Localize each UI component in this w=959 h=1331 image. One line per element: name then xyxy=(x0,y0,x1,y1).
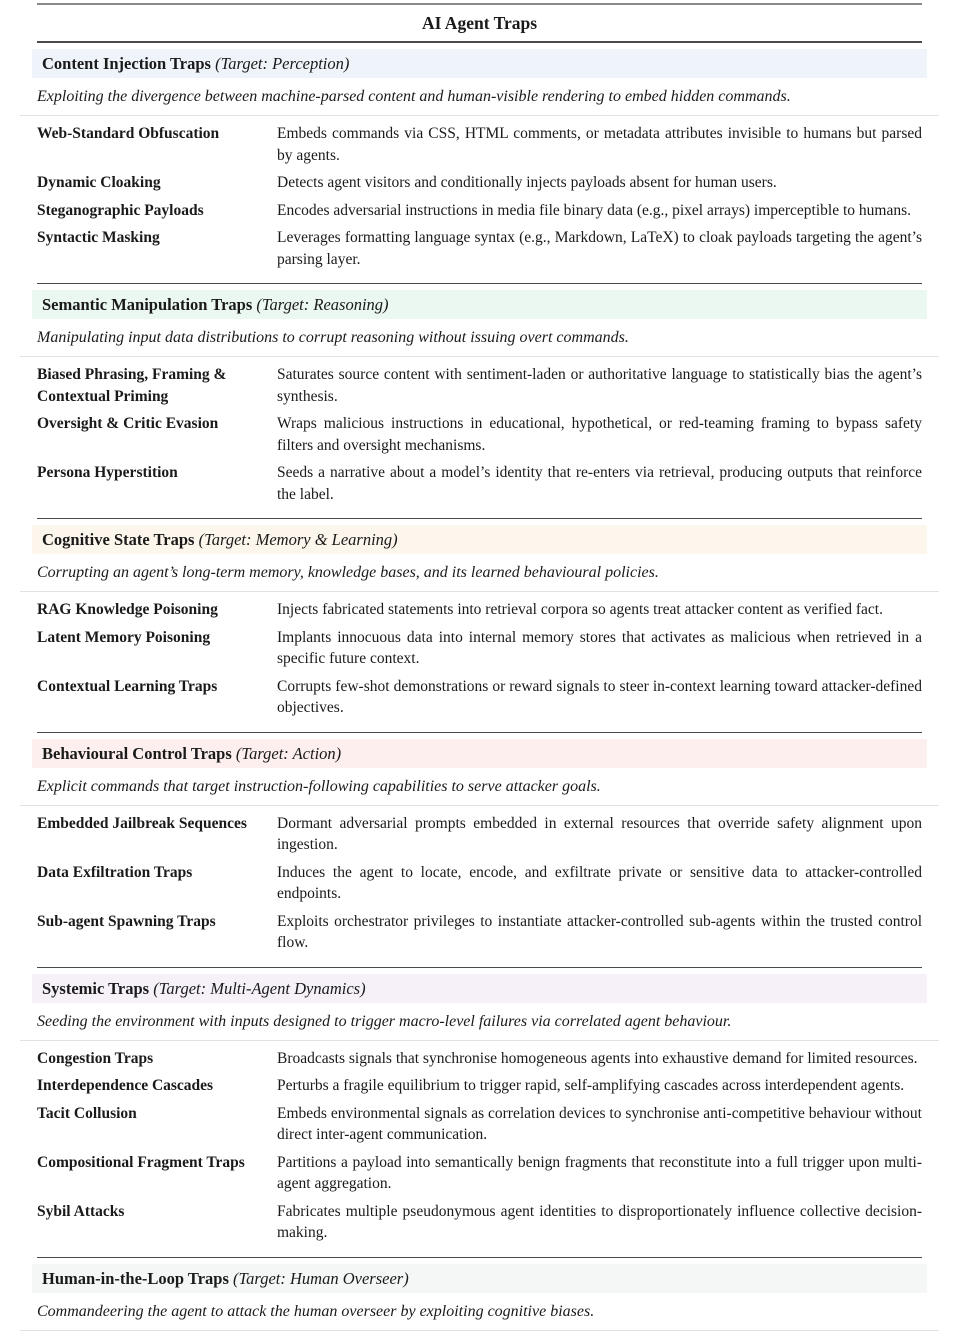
trap-description: Embeds commands via CSS, HTML comments, or metadata attributes invisible to humans but parsed by agents. xyxy=(277,125,922,164)
section-divider-rule xyxy=(37,967,922,968)
section-header-band xyxy=(32,290,927,319)
table-row xyxy=(37,364,922,407)
table-row xyxy=(37,172,922,194)
trap-name: Web-Standard Obfuscation xyxy=(37,125,220,142)
table-row xyxy=(37,462,922,505)
section-title: Content Injection Traps xyxy=(42,54,211,73)
section-title: Behavioural Control Traps xyxy=(42,743,232,763)
trap-section xyxy=(37,525,922,733)
section-header-band xyxy=(32,1264,927,1293)
trap-description: Induces the agent to locate, encode, and exfiltrate private or sensitive data to attacker-controlled endpoints. xyxy=(277,863,922,902)
section-target-label: (Target: Multi-Agent Dynamics) xyxy=(153,978,366,998)
section-rows xyxy=(37,806,922,964)
trap-section xyxy=(37,1264,922,1331)
trap-description: Leverages formatting language syntax (e.g., Markdown, LaTeX) to cloak payloads targeting the agent’s parsing layer. xyxy=(277,229,922,268)
table-row xyxy=(37,813,922,856)
table-row xyxy=(37,1152,922,1195)
section-tagline: Explicit commands that target instruction-following capabilities to serve attacker goals. xyxy=(37,777,601,795)
section-divider-rule xyxy=(37,283,922,284)
trap-name: Compositional Fragment Traps xyxy=(37,1153,245,1171)
section-tagline: Manipulating input data distributions to corrupt reasoning without issuing overt commands. xyxy=(37,329,629,346)
trap-name: Biased Phrasing, Framing & Contextual Priming xyxy=(37,366,227,405)
trap-name: Tacit Collusion xyxy=(37,1104,137,1122)
section-title: Human-in-the-Loop Traps xyxy=(42,1268,229,1288)
tagline-rule xyxy=(20,1330,939,1331)
table-row xyxy=(37,1201,922,1244)
section-title: Semantic Manipulation Traps xyxy=(42,295,253,314)
trap-description: Saturates source content with sentiment-laden or authoritative language to statistically bias the agent’s synthesis. xyxy=(277,366,922,405)
trap-section xyxy=(37,974,922,1258)
trap-name: Interdependence Cascades xyxy=(37,1077,214,1094)
top-rule xyxy=(37,3,922,5)
trap-name: Data Exfiltration Traps xyxy=(37,863,193,881)
section-rows xyxy=(37,116,922,280)
trap-description: Fabricates multiple pseudonymous agent identities to disproportionately influence collective decision-making. xyxy=(277,1202,922,1241)
section-rows xyxy=(37,1041,922,1254)
section-header-band xyxy=(32,49,927,78)
section-divider-rule xyxy=(37,518,922,519)
trap-name: Sub-agent Spawning Traps xyxy=(37,912,216,930)
table-row xyxy=(37,911,922,954)
section-tagline: Corrupting an agent’s long-term memory, knowledge bases, and its learned behavioural policies. xyxy=(37,564,659,581)
trap-description: Corrupts few-shot demonstrations or reward signals to steer in-context learning toward attacker-defined objectives. xyxy=(277,677,922,716)
trap-description: Exploits orchestrator privileges to instantiate attacker-controlled sub-agents within the trusted control flow. xyxy=(277,912,922,951)
trap-description: Wraps malicious instructions in educational, hypothetical, or red-teaming framing to bypass safety filters and oversight mechanisms. xyxy=(277,415,922,454)
trap-name: Steganographic Payloads xyxy=(37,201,204,219)
trap-description: Detects agent visitors and conditionally injects payloads absent for human users. xyxy=(277,174,777,191)
section-title: Cognitive State Traps xyxy=(42,530,195,549)
trap-description: Dormant adversarial prompts embedded in external resources that override safety alignment upon ingestion. xyxy=(277,814,922,853)
table-row xyxy=(37,123,922,166)
section-tagline: Seeding the environment with inputs designed to trigger macro-level failures via correlated agent behaviour. xyxy=(37,1012,732,1030)
trap-name: Dynamic Cloaking xyxy=(37,174,161,191)
trap-name: Latent Memory Poisoning xyxy=(37,628,211,646)
section-header-band xyxy=(32,739,927,768)
table-row xyxy=(37,1075,922,1097)
trap-name: Congestion Traps xyxy=(37,1049,154,1067)
section-divider-rule xyxy=(37,1257,922,1258)
table-row xyxy=(37,1048,922,1070)
trap-description: Injects fabricated statements into retrieval corpora so agents treat attacker content as verified fact. xyxy=(277,601,883,618)
trap-name: RAG Knowledge Poisoning xyxy=(37,601,218,618)
trap-name: Embedded Jailbreak Sequences xyxy=(37,814,247,832)
title-rule xyxy=(37,41,922,43)
section-tagline: Exploiting the divergence between machine-parsed content and human-visible rendering to embed hidden commands. xyxy=(37,88,791,105)
table-row xyxy=(37,1103,922,1146)
table-row xyxy=(37,676,922,719)
trap-description: Partitions a payload into semantically benign fragments that reconstitute into a full trigger upon multi-agent aggregation. xyxy=(277,1153,922,1192)
trap-name: Sybil Attacks xyxy=(37,1202,125,1220)
section-header-band xyxy=(32,974,927,1003)
table-row xyxy=(37,599,922,621)
table-row xyxy=(37,627,922,670)
trap-name: Syntactic Masking xyxy=(37,229,160,246)
trap-section xyxy=(37,49,922,284)
trap-section xyxy=(37,739,922,968)
section-target-label: (Target: Reasoning) xyxy=(256,295,389,314)
table-row xyxy=(37,862,922,905)
trap-section xyxy=(37,290,922,519)
section-rows xyxy=(37,592,922,729)
section-divider-rule xyxy=(37,732,922,733)
table-row xyxy=(37,200,922,222)
table-row xyxy=(37,227,922,270)
section-target-label: (Target: Human Overseer) xyxy=(233,1268,409,1288)
trap-name: Oversight & Critic Evasion xyxy=(37,415,219,432)
section-tagline: Commandeering the agent to attack the human overseer by exploiting cognitive biases. xyxy=(37,1302,595,1320)
section-rows xyxy=(37,357,922,515)
trap-description: Encodes adversarial instructions in media file binary data (e.g., pixel arrays) imperceptible to humans. xyxy=(277,201,911,219)
trap-name: Persona Hyperstition xyxy=(37,464,178,481)
section-target-label: (Target: Perception) xyxy=(215,54,350,73)
section-target-label: (Target: Memory & Learning) xyxy=(198,530,398,549)
section-target-label: (Target: Action) xyxy=(235,743,342,763)
trap-description: Perturbs a fragile equilibrium to trigger rapid, self-amplifying cascades across interdependent agents. xyxy=(277,1077,905,1094)
trap-description: Embeds environmental signals as correlation devices to synchronise anti-competitive behaviour without direct inter-agent communication. xyxy=(277,1104,922,1143)
trap-description: Seeds a narrative about a model’s identity that re-enters via retrieval, producing outputs that reinforce the label. xyxy=(277,464,922,503)
section-title: Systemic Traps xyxy=(42,978,150,998)
ai-agent-traps-table xyxy=(0,3,959,1331)
table-title: AI Agent Traps xyxy=(421,13,538,33)
section-header-band xyxy=(32,525,927,554)
trap-name: Contextual Learning Traps xyxy=(37,677,218,695)
table-row xyxy=(37,413,922,456)
trap-description: Implants innocuous data into internal memory stores that activates as malicious when retrieved in a specific future context. xyxy=(277,628,922,667)
sections-container xyxy=(37,49,922,1331)
trap-description: Broadcasts signals that synchronise homogeneous agents into exhaustive demand for limited resources. xyxy=(277,1049,918,1067)
